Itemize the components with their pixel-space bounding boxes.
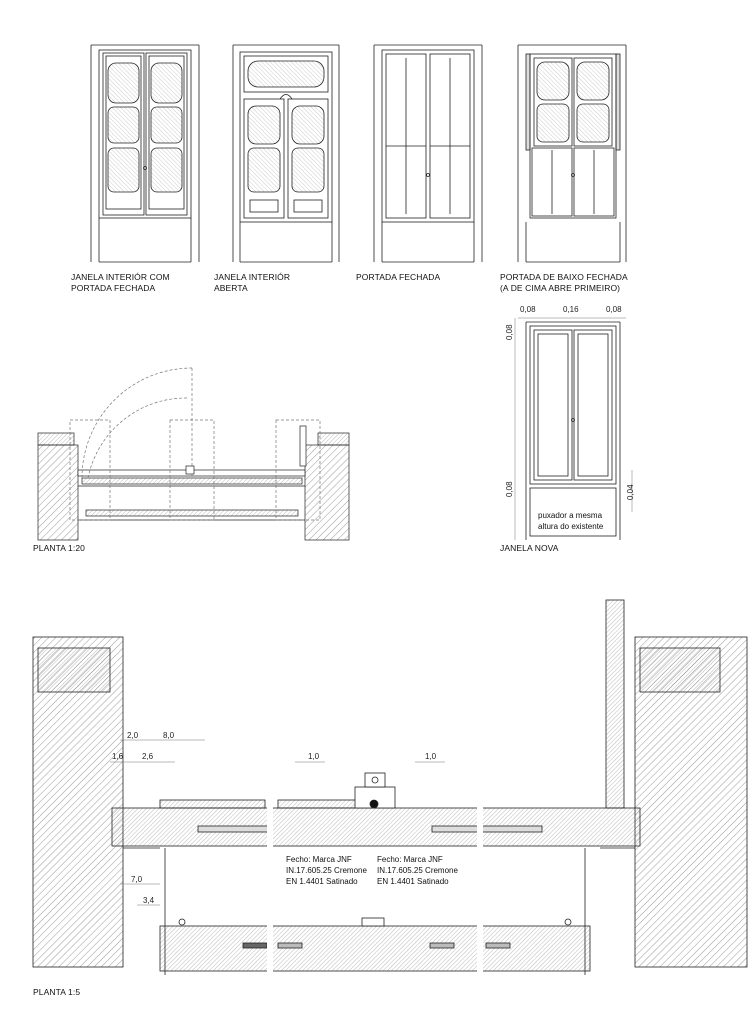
dim-side-bottom: 0,08	[505, 481, 514, 497]
new-window-note-line1: puxador a mesma	[538, 511, 603, 520]
elevation-4-label-line2: (A DE CIMA ABRE PRIMEIRO)	[500, 283, 621, 293]
fecho-right-line1: Fecho: Marca JNF	[377, 855, 443, 864]
dim-1-0-left: 1,0	[308, 752, 320, 761]
elevation-2-label-line2: ABERTA	[214, 283, 248, 293]
fecho-right-line2: IN.17.605.25 Cremone	[377, 866, 458, 875]
new-window-note	[538, 510, 603, 532]
plan-1-5-drawing	[33, 600, 747, 975]
new-window-note-line2: altura do existente	[538, 522, 604, 531]
elevation-4-drawing	[518, 45, 626, 262]
new-window-label: JANELA NOVA	[500, 543, 559, 553]
dim-top-left: 0,08	[520, 305, 536, 314]
elevation-2-label	[214, 272, 290, 294]
dim-1-6: 1,6	[112, 752, 124, 761]
dim-top-right: 0,08	[606, 305, 622, 314]
elevation-1-label	[71, 272, 170, 294]
new-window-drawing	[515, 318, 632, 540]
plan-1-20-drawing	[38, 368, 349, 540]
elevation-1-label-line2: PORTADA FECHADA	[71, 283, 156, 293]
elevation-2-label-line1: JANELA INTERIÓR	[214, 272, 291, 282]
fecho-right-line3: EN 1.4401 Satinado	[377, 877, 449, 886]
dim-1-0-right: 1,0	[425, 752, 437, 761]
dim-2-0: 2,0	[127, 731, 139, 740]
elevation-3-drawing	[374, 45, 482, 262]
dim-2-6: 2,6	[142, 752, 154, 761]
plan-1-20-label: PLANTA 1:20	[33, 543, 85, 553]
elevation-2-drawing	[233, 45, 339, 262]
plan-1-5-label: PLANTA 1:5	[33, 987, 81, 997]
elevation-1-drawing	[91, 45, 199, 262]
dim-right: 0,04	[626, 484, 635, 500]
elevation-3-label-line1: PORTADA FECHADA	[356, 272, 441, 282]
dim-7-0: 7,0	[131, 875, 143, 884]
fecho-left-line3: EN 1.4401 Satinado	[286, 877, 358, 886]
fecho-note-right	[377, 854, 458, 887]
elevation-1-label-line1: JANELA INTERIÓR COM	[71, 272, 170, 282]
dim-8-0: 8,0	[163, 731, 175, 740]
fecho-left-line2: IN.17.605.25 Cremone	[286, 866, 367, 875]
elevation-4-label	[500, 272, 628, 294]
dim-3-4: 3,4	[143, 896, 155, 905]
elevation-3-label	[356, 272, 440, 283]
dim-top-mid: 0,16	[563, 305, 579, 314]
elevation-4-label-line1: PORTADA DE BAIXO FECHADA	[500, 272, 628, 282]
fecho-note-left	[286, 854, 367, 887]
dim-side-top: 0,08	[505, 324, 514, 340]
fecho-left-line1: Fecho: Marca JNF	[286, 855, 352, 864]
